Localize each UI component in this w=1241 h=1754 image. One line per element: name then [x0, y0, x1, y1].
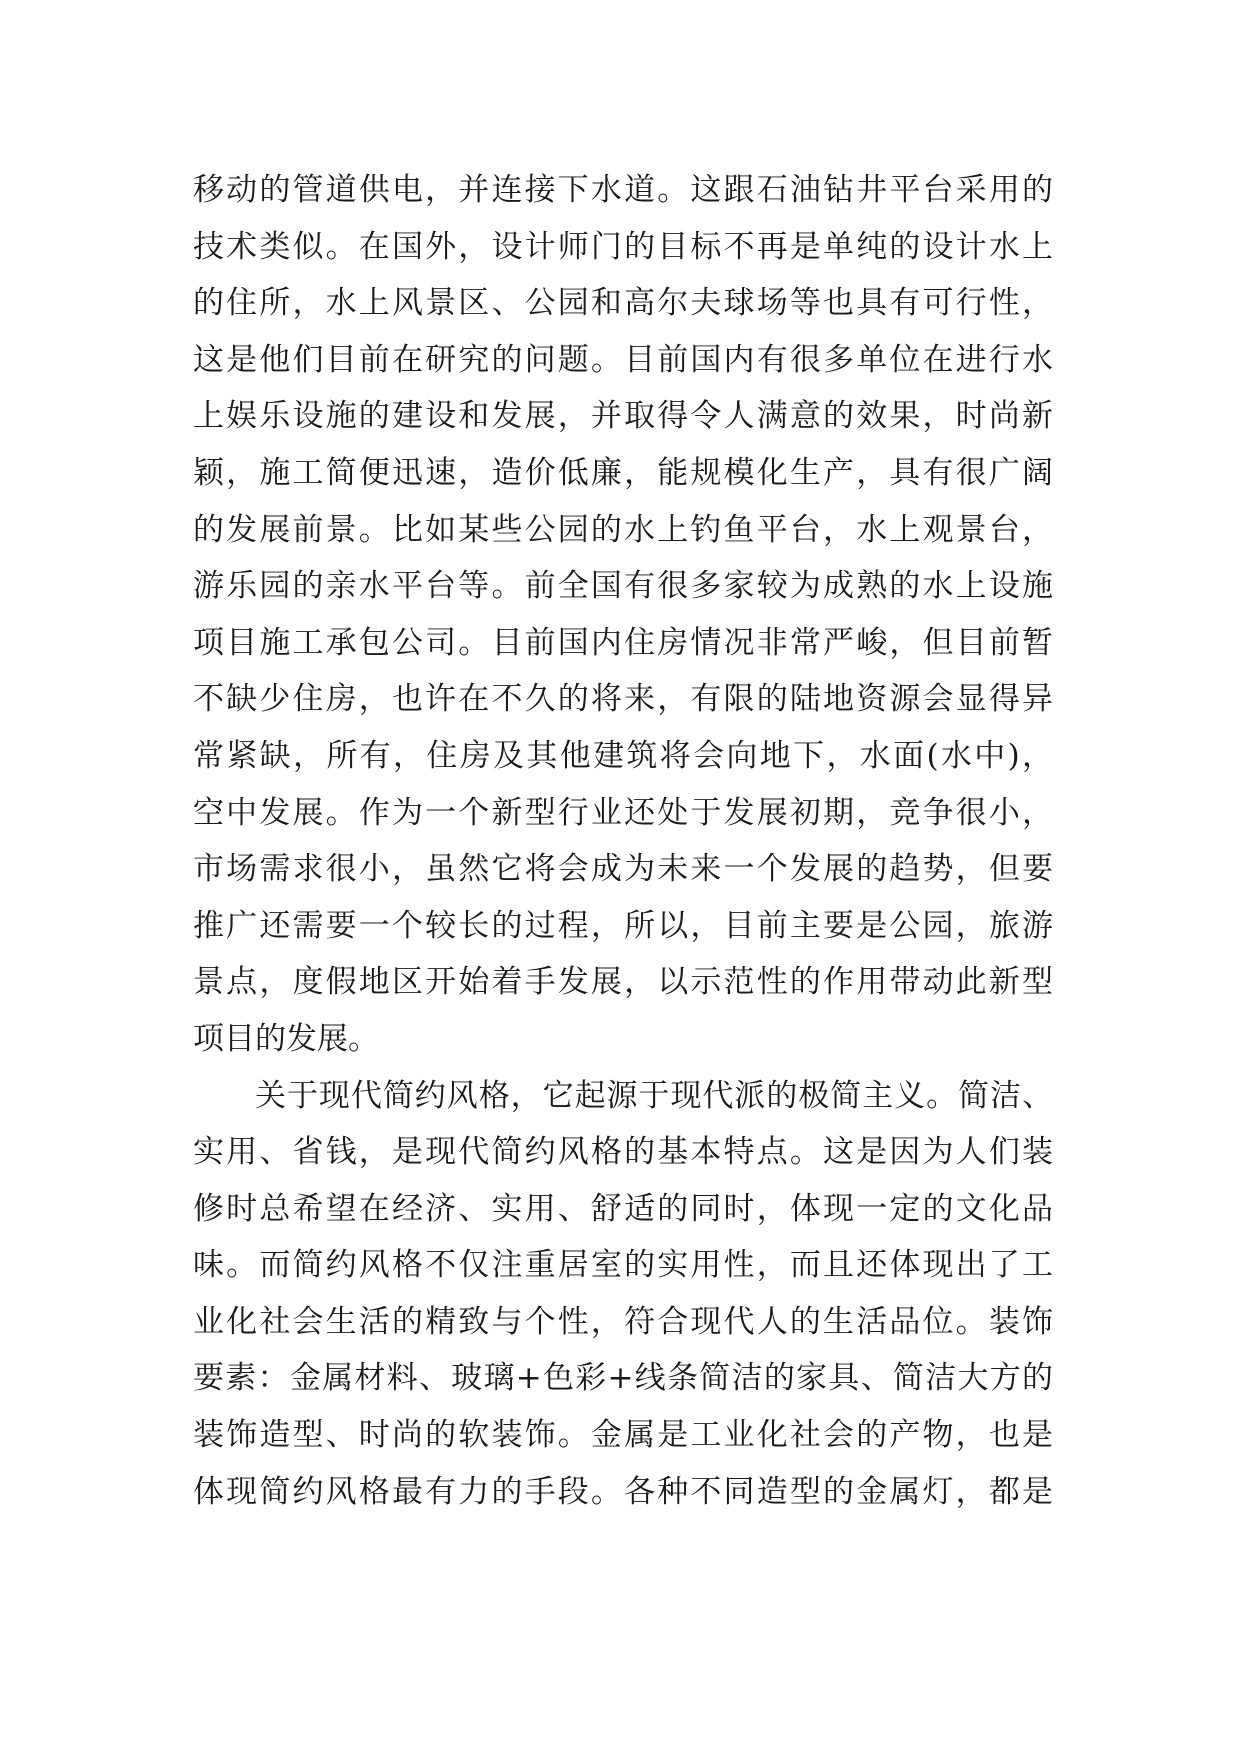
text-line: 技术类似。在国外，设计师门的目标不再是单纯的设计水上 [193, 228, 1053, 265]
text-line: 要素：金属材料、玻璃+色彩+线条简洁的家具、简洁大方的 [193, 1360, 1053, 1397]
text-line: 装饰造型、时尚的软装饰。金属是工业化社会的产物，也是 [193, 1417, 1053, 1454]
text-line: 颖，施工简便迅速，造价低廉，能规模化生产，具有很广阔 [193, 454, 1053, 491]
text-line: 这是他们目前在研究的问题。目前国内有很多单位在进行水 [193, 341, 1053, 378]
text-line: 的发展前景。比如某些公园的水上钓鱼平台，水上观景台， [193, 511, 1053, 548]
text-line: 体现简约风格最有力的手段。各种不同造型的金属灯，都是 [193, 1473, 1053, 1510]
text-line: 的住所，水上风景区、公园和高尔夫球场等也具有可行性， [193, 285, 1053, 322]
text-line: 味。而简约风格不仅注重居室的实用性，而且还体现出了工 [193, 1247, 1053, 1284]
text-line: 修时总希望在经济、实用、舒适的同时，体现一定的文化品 [193, 1190, 1053, 1227]
text-line: 市场需求很小，虽然它将会成为未来一个发展的趋势，但要 [193, 851, 1053, 888]
text-line: 项目的发展。 [193, 1020, 379, 1057]
text-line: 项目施工承包公司。目前国内住房情况非常严峻，但目前暂 [193, 624, 1053, 661]
text-line: 业化社会生活的精致与个性，符合现代人的生活品位。装饰 [193, 1303, 1053, 1340]
text-line: 游乐园的亲水平台等。前全国有很多家较为成熟的水上设施 [193, 568, 1053, 605]
text-line: 推广还需要一个较长的过程，所以，目前主要是公园，旅游 [193, 907, 1053, 944]
text-line: 实用、省钱，是现代简约风格的基本特点。这是因为人们装 [193, 1134, 1053, 1171]
body-text [193, 162, 1053, 1520]
text-line: 景点，度假地区开始着手发展，以示范性的作用带动此新型 [193, 964, 1053, 1001]
text-line: 常紧缺，所有，住房及其他建筑将会向地下，水面(水中)， [193, 737, 1053, 774]
paragraph-2 [193, 1068, 1053, 1521]
text-line: 不缺少住房，也许在不久的将来，有限的陆地资源会显得异 [193, 681, 1053, 718]
text-line: 上娱乐设施的建设和发展，并取得令人满意的效果，时尚新 [193, 398, 1053, 435]
text-line: 关于现代简约风格，它起源于现代派的极简主义。简洁、 [255, 1077, 1053, 1114]
text-line: 移动的管道供电，并连接下水道。这跟石油钻井平台采用的 [193, 172, 1053, 208]
paragraph-1 [193, 162, 1053, 1068]
text-line: 空中发展。作为一个新型行业还处于发展初期，竞争很小， [193, 794, 1053, 831]
